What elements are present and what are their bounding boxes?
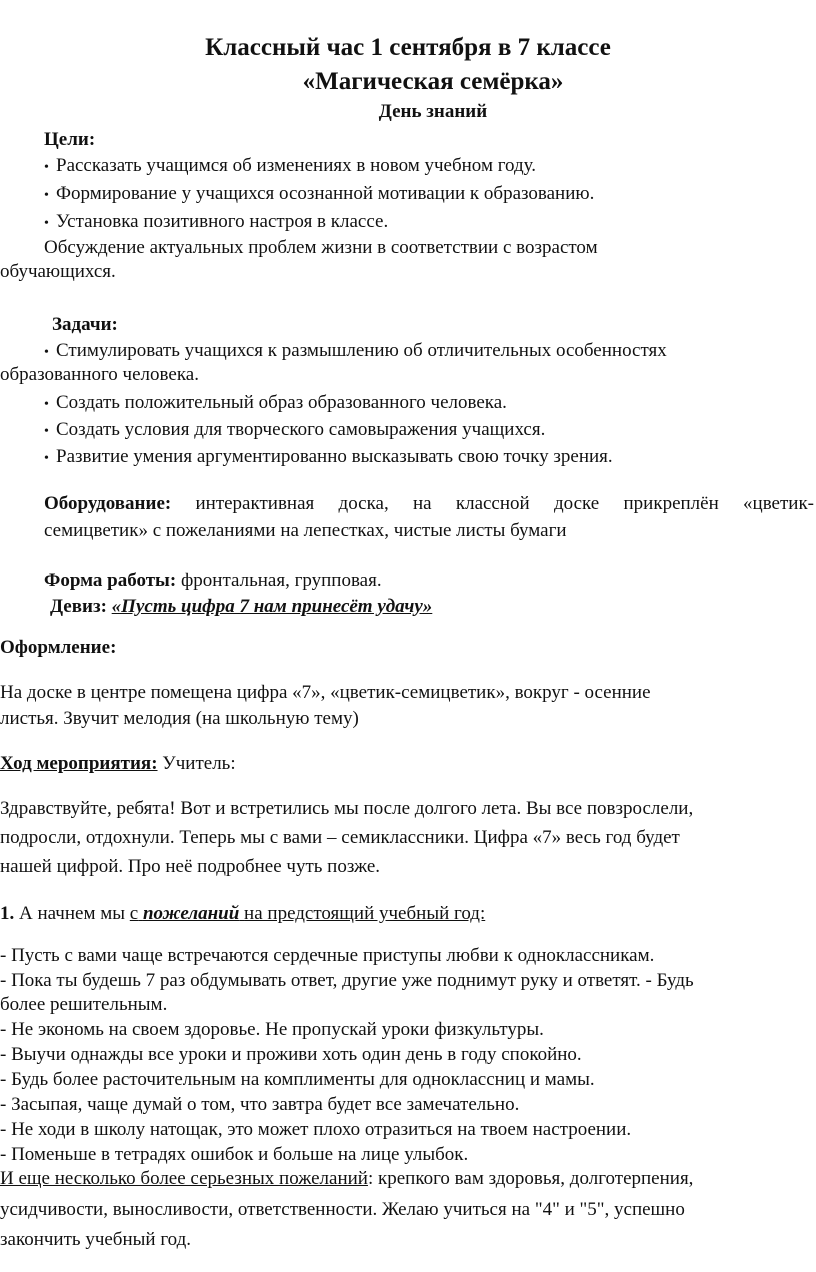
decoration-line-1: На доске в центре помещена цифра «7», «цветик-семицветик», вокруг - осенние	[0, 682, 651, 703]
bullet-icon: •	[44, 345, 49, 360]
task-item-1-line-1: • Стимулировать учащихся к размышлению об отличительных особенностях	[44, 339, 667, 365]
title-line-2: «Магическая семёрка»	[302, 68, 564, 95]
tasks-heading: Задачи:	[52, 314, 118, 335]
bullet-icon: •	[44, 451, 49, 466]
decoration-heading: Оформление:	[0, 637, 117, 658]
motto	[50, 595, 432, 619]
bullet-icon: •	[44, 216, 49, 231]
goal-item-1: • Рассказать учащимся об изменениях в новом учебном году.	[44, 154, 536, 180]
greeting-line-1: Здравствуйте, ребята! Вот и встретились мы после долгого лета. Вы все повзрослели,	[0, 798, 694, 819]
bullet-icon: •	[44, 160, 49, 175]
goal-extra-line-1: Обсуждение актуальных проблем жизни в соответствии с возрастом	[44, 237, 598, 258]
task-item-1-line-2: образованного человека.	[0, 364, 199, 385]
decoration-line-2: листья. Звучит мелодия (на школьную тему)	[0, 708, 359, 729]
wishes-number: 1.	[0, 903, 15, 924]
event-heading: Ход мероприятия:	[0, 753, 158, 774]
wish-line-2: - Пока ты будешь 7 раз обдумывать ответ, другие уже поднимут руку и ответят. - Будь	[0, 970, 694, 991]
serious-wishes-line-2: усидчивости, выносливости, ответственности. Желаю учиться на "4" и "5", успешно	[0, 1199, 685, 1220]
serious-wishes-line-1: И еще несколько более серьезных пожеланий: крепкого вам здоровья, долготерпения,	[0, 1168, 694, 1189]
wishes-intro: 1. А начнем мы с пожеланий на предстоящий учебный год:	[0, 903, 486, 924]
goal-item-3: • Установка позитивного настроя в классе.	[44, 210, 388, 236]
greeting-line-3: нашей цифрой. Про неё подробнее чуть позже.	[0, 856, 381, 877]
wish-line-4: - Не экономь на своем здоровье. Не пропускай уроки физкультуры.	[0, 1019, 544, 1040]
wish-line-9: - Поменьше в тетрадях ошибок и больше на лице улыбок.	[0, 1144, 469, 1165]
event-speaker: Учитель:	[162, 753, 236, 774]
goal-extra-line-2: обучающихся.	[0, 261, 116, 282]
task-item-3: • Создать условия для творческого самовыражения учащихся.	[44, 418, 545, 444]
wish-line-6: - Будь более расточительным на комплименты для одноклассниц и мамы.	[0, 1069, 595, 1090]
wish-line-7: - Засыпая, чаще думай о том, что завтра будет все замечательно.	[0, 1094, 520, 1115]
task-item-2: • Создать положительный образ образованного человека.	[44, 391, 507, 417]
wish-line-3: более решительным.	[0, 994, 168, 1015]
bullet-icon: •	[44, 424, 49, 439]
wish-line-1: - Пусть с вами чаще встречаются сердечные приступы любви к одноклассникам.	[0, 945, 655, 966]
motto-value: «Пусть цифра 7 нам принесёт удачу»	[111, 596, 433, 617]
bullet-icon: •	[44, 397, 49, 412]
goal-item-2: • Формирование у учащихся осознанной мотивации к образованию.	[44, 182, 594, 208]
work-form: Форма работы: фронтальная, групповая.	[44, 570, 382, 591]
equipment-label: Оборудование:	[44, 493, 172, 514]
work-form-label: Форма работы:	[44, 570, 177, 591]
event-heading-line	[0, 752, 236, 776]
greeting-line-2: подросли, отдохнули. Теперь мы с вами – семиклассники. Цифра «7» весь год будет	[0, 827, 680, 848]
serious-wishes-line-3: закончить учебный год.	[0, 1229, 192, 1250]
equipment-line-2: семицветик» с пожеланиями на лепестках, чистые листы бумаги	[44, 520, 567, 541]
equipment-line-1: Оборудование: интерактивная доска, на классной доске прикреплён «цветик-	[44, 493, 815, 514]
motto-label: Девиз:	[50, 596, 107, 617]
bullet-icon: •	[44, 188, 49, 203]
wish-line-5: - Выучи однажды все уроки и проживи хоть один день в году спокойно.	[0, 1044, 582, 1065]
task-item-4: • Развитие умения аргументированно высказывать свою точку зрения.	[44, 445, 613, 471]
title-line-1: Классный час 1 сентября в 7 классе	[205, 34, 611, 61]
wish-line-8: - Не ходи в школу натощак, это может плохо отразиться на твоем настроении.	[0, 1119, 632, 1140]
goals-heading: Цели:	[44, 129, 96, 150]
subtitle: День знаний	[378, 101, 488, 122]
